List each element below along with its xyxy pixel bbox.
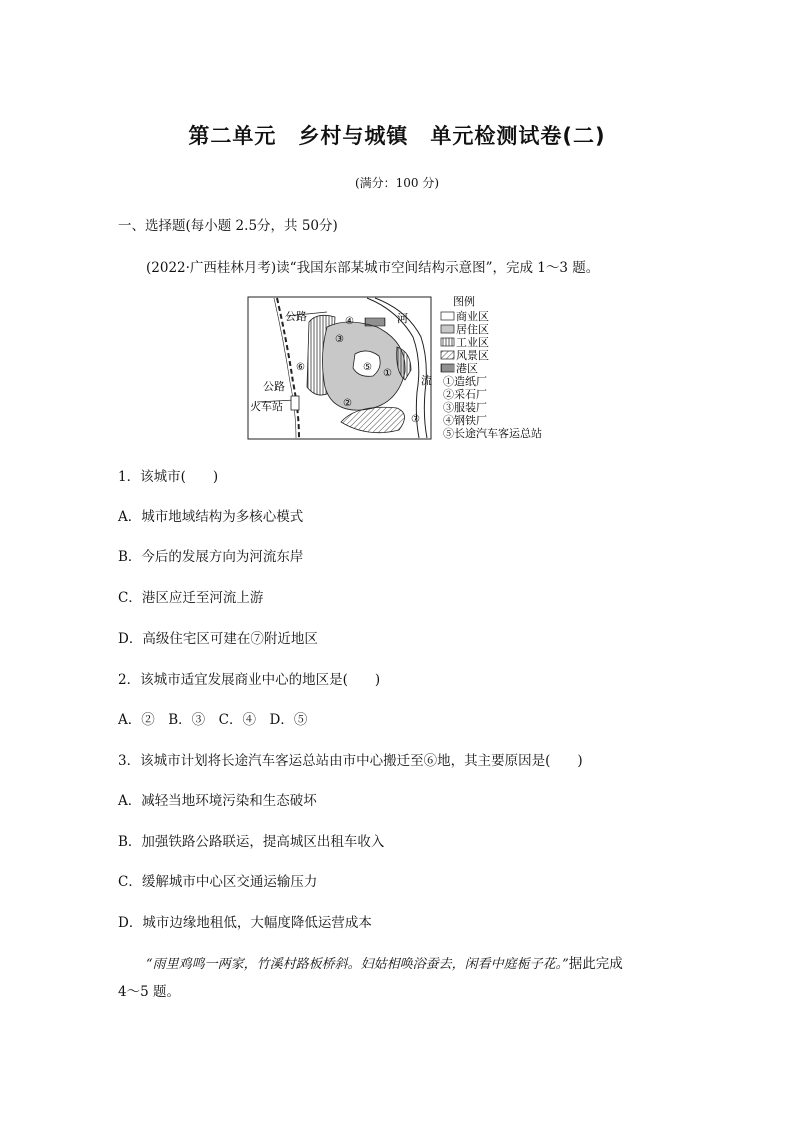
road-label-left: 公路 bbox=[263, 380, 285, 393]
page-title: 第二单元 乡村与城镇 单元检测试卷(二) bbox=[188, 124, 606, 148]
question-3-option-c: C．缓解城市中心区交通运输压力 bbox=[118, 874, 318, 890]
legend-item: 工业区 bbox=[456, 336, 489, 349]
point-2: ② bbox=[343, 398, 352, 409]
point-1: ① bbox=[383, 368, 392, 379]
legend-swatch-industrial bbox=[441, 338, 454, 346]
road-label-top: 公路 bbox=[285, 310, 307, 323]
full-score: (满分：100 分) bbox=[354, 176, 440, 190]
question-3-option-a: A．减轻当地环境污染和生态破坏 bbox=[118, 793, 317, 809]
question-1-option-d: D．高级住宅区可建在⑦附近地区 bbox=[118, 631, 318, 647]
question-2-options: A．② B．③ C．④ D．⑤ bbox=[118, 712, 308, 728]
section-heading: 一、选择题(每小题 2.5分，共 50分) bbox=[118, 218, 338, 234]
point-3: ③ bbox=[335, 334, 344, 345]
point-6: ⑥ bbox=[296, 362, 305, 373]
station-label: 火车站 bbox=[250, 400, 283, 413]
river-label-2: 流 bbox=[421, 374, 432, 387]
question-1-option-c: C．港区应迁至河流上游 bbox=[118, 590, 264, 606]
poem-instruction: 据此完成 bbox=[568, 956, 623, 972]
legend-item: 居住区 bbox=[456, 323, 489, 336]
legend-item: ⑤长途汽车客运总站 bbox=[443, 427, 542, 440]
river-label-1: 河 bbox=[397, 312, 408, 325]
city-structure-map bbox=[247, 292, 557, 442]
legend-item: 商业区 bbox=[456, 310, 489, 323]
point-7: ⑦ bbox=[411, 414, 420, 425]
legend-item: ④钢铁厂 bbox=[443, 414, 487, 427]
legend-swatch-scenic bbox=[441, 351, 454, 359]
point-5: ⑤ bbox=[363, 362, 372, 373]
legend-item: ①造纸厂 bbox=[443, 375, 487, 388]
question-3-option-d: D．城市边缘地租低，大幅度降低运营成本 bbox=[118, 915, 372, 931]
question-2-stem: 2．该城市适宜发展商业中心的地区是( ) bbox=[118, 672, 381, 688]
legend-item: 风景区 bbox=[456, 349, 489, 362]
question-3-option-b: B．加强铁路公路联运，提高城区出租车收入 bbox=[118, 834, 385, 850]
poem-text: “雨里鸡鸣一两家，竹溪村路板桥斜。妇姑相唤浴蚕去，闲看中庭栀子花。” bbox=[146, 957, 569, 972]
legend-item: ③服装厂 bbox=[443, 401, 487, 414]
port-zone bbox=[365, 318, 385, 326]
legend-swatch-port bbox=[441, 364, 454, 372]
station-box bbox=[291, 396, 299, 410]
question-1-stem: 1．该城市( ) bbox=[118, 469, 219, 485]
poem-instruction-continued: 4～5 题。 bbox=[118, 984, 180, 1000]
legend-title: 图例 bbox=[453, 295, 475, 308]
legend-item: ②采石厂 bbox=[443, 388, 487, 401]
map-intro: (2022·广西桂林月考)读“我国东部某城市空间结构示意图”，完成 1～3 题。 bbox=[146, 260, 600, 276]
legend-item: 港区 bbox=[456, 362, 478, 375]
map-legend bbox=[441, 294, 542, 440]
point-4: ④ bbox=[345, 316, 354, 327]
question-1-option-a: A．城市地域结构为多核心模式 bbox=[118, 509, 304, 525]
question-1-option-b: B．今后的发展方向为河流东岸 bbox=[118, 549, 304, 565]
poem-line bbox=[146, 952, 623, 972]
legend-swatch-residential bbox=[441, 325, 454, 333]
question-3-stem: 3．该城市计划将长途汽车客运总站由市中心搬迁至⑥地，其主要原因是( ) bbox=[118, 753, 583, 769]
legend-swatch-commercial bbox=[441, 312, 454, 320]
